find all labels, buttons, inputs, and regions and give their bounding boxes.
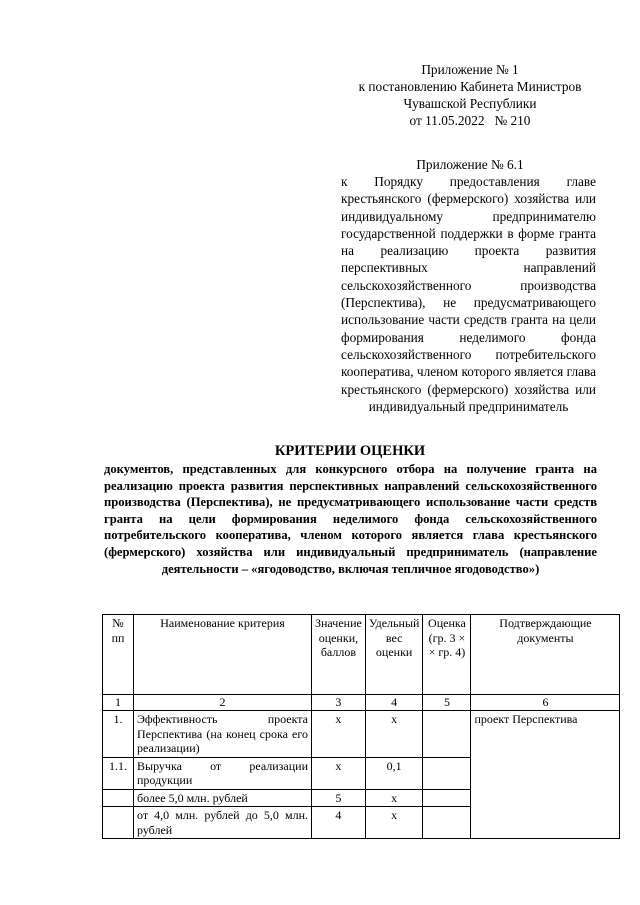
column-number: 4 [365, 695, 423, 711]
row-name: от 4,0 млн. рублей до 5,0 млн. рублей [134, 807, 312, 839]
row-name: более 5,0 млн. рублей [134, 789, 312, 807]
row-value: 4 [312, 807, 366, 839]
annex-1-title: Приложение № 1 [421, 62, 519, 77]
row-weight: 0,1 [365, 757, 423, 789]
table-row [103, 711, 620, 758]
header-num: № пп [103, 615, 134, 695]
criteria-subtitle: документов, представленных для конкурсного отбора на получение гранта на реализацию проекта развития перспективных направлений сельскохозяйственного производства (Перспектива), не предусматривающего использование части средств гранта на цели формирования неделимого фонда сельскохозяйственного потребительского кооператива, членом которого является глава крестьянского (фермерского) хозяйства или индивидуальный предприниматель (направление деятельности – «ягодоводство, включая тепличное ягодоводство») [104, 462, 597, 576]
row-num: 1.1. [103, 757, 134, 789]
annex-6-1-description: к Порядку предоставления главе крестьянского (фермерского) хозяйства или индивидуальному предпринимателю государственной поддержки в форме гранта на реализацию проекта развития перспективных направлений сельскохозяйственного производства (Перспектива), не предусматривающего использование части средств гранта на цели формирования неделимого фонда сельскохозяйственного потребительского кооператива, членом которого является глава крестьянского (фермерского) хозяйства или индивидуальный предприниматель [341, 174, 596, 414]
header-weight: Удельный вес оценки [365, 615, 423, 695]
row-num: 1. [103, 711, 134, 758]
column-number-row [103, 695, 620, 711]
header-value: Значение оценки, баллов [312, 615, 366, 695]
column-number: 1 [103, 695, 134, 711]
row-weight: х [365, 807, 423, 839]
row-value: х [312, 757, 366, 789]
row-score [423, 789, 471, 807]
row-score [423, 711, 471, 758]
row-docs: проект Перспектива [471, 711, 620, 839]
row-score [423, 757, 471, 789]
column-number: 3 [312, 695, 366, 711]
header-score: Оценка (гр. 3 × × гр. 4) [423, 615, 471, 695]
column-number: 2 [134, 695, 312, 711]
row-weight: х [365, 711, 423, 758]
annex-1-header [340, 61, 600, 129]
row-score [423, 807, 471, 839]
annex-1-republic: Чувашской Республики [403, 96, 537, 111]
annex-1-resolution: к постановлению Кабинета Министров [358, 79, 582, 94]
row-name: Выручка от реализации продукции [134, 757, 312, 789]
table-header-row [103, 615, 620, 695]
row-value: х [312, 711, 366, 758]
row-name: Эффективность проекта Перспектива (на конец срока его реализации) [134, 711, 312, 758]
row-value: 5 [312, 789, 366, 807]
column-number: 5 [423, 695, 471, 711]
column-number: 6 [471, 695, 620, 711]
header-docs: Подтверждающие документы [471, 615, 620, 695]
criteria-title: КРИТЕРИИ ОЦЕНКИ [274, 443, 426, 459]
annex-6-1-title: Приложение № 6.1 [416, 157, 524, 172]
annex-1-date-number: от 11.05.2022 № 210 [409, 113, 531, 128]
criteria-table [102, 614, 620, 839]
row-weight: х [365, 789, 423, 807]
row-num [103, 807, 134, 839]
header-name: Наименование критерия [134, 615, 312, 695]
row-num [103, 789, 134, 807]
